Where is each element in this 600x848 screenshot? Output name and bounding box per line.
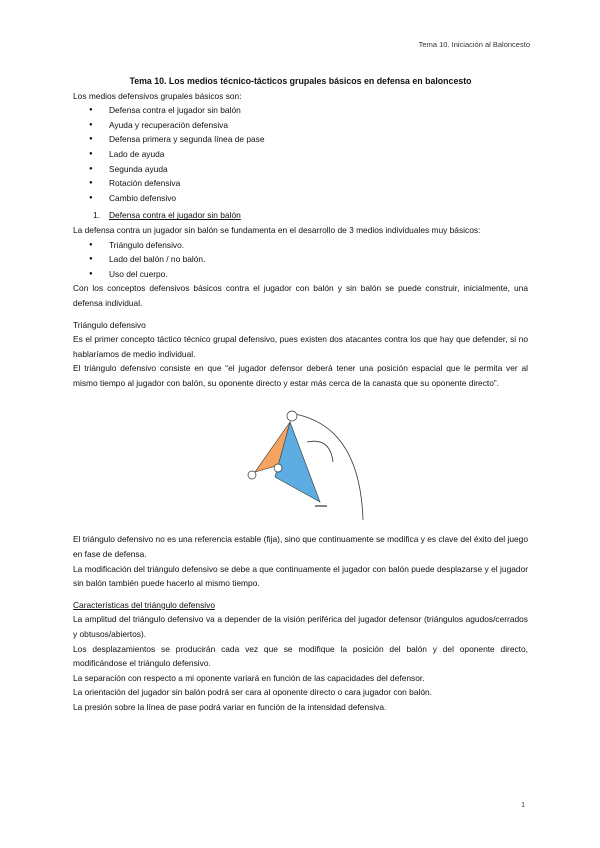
triangle-paragraph-2: El triángulo defensivo consiste en que “el jugador defensor deberá tener una posición espacial que le permita ver al mismo tiempo al jugador con balón, su oponente directo y estar más cerca de la canasta que su oponente directo”. [73, 363, 528, 388]
ball-handler-player [287, 411, 297, 421]
page-content [73, 74, 528, 715]
triangle-figure [73, 392, 528, 532]
list-item: ● Lado de ayuda [73, 147, 528, 162]
list-item: ● Defensa primera y segunda línea de pase [73, 132, 528, 147]
triangle-paragraph-3: El triángulo defensivo no es una referencia estable (fija), sino que continuamente se modifica y es clave del éxito del juego en fase de defensa. [73, 534, 528, 560]
page-title [73, 74, 528, 89]
triangle-heading: Triángulo defensivo [73, 319, 146, 330]
section-1-lead: La defensa contra un jugador sin balón se fundamenta en el desarrollo de 3 medios individuales muy básicos: [73, 224, 481, 235]
key-arc [307, 442, 333, 463]
list-item: ● Uso del cuerpo. [73, 267, 528, 282]
list-item: ● Defensa contra el jugador sin balón [73, 103, 528, 118]
characteristics-heading: Características del triángulo defensivo [73, 599, 215, 610]
characteristics-paragraph: La amplitud del triángulo defensivo va a depender de la visión periférica del jugador defensor (triángulos agudos/cerrados y obtusos/abiertos). [73, 614, 528, 640]
triangle-paragraph-1: Es el primer concepto táctico técnico grupal defensivo, pues existen dos atacantes contra los que hay que defender, si no hablaríamos de medio individual. [73, 334, 528, 359]
characteristics-paragraph: La orientación del jugador sin balón podrá ser cara al oponente directo o cara jugador con balón. [73, 687, 432, 698]
list-item: ● Segunda ayuda [73, 162, 528, 177]
defender-player [274, 464, 282, 472]
title-number: Tema 10. [129, 76, 167, 86]
section-title: Defensa contra el jugador sin balón [109, 210, 241, 221]
section-1-after: Con los conceptos defensivos básicos contra el jugador con balón y sin balón se puede construir, inicialmente, una defensa individual. [73, 283, 528, 308]
section-1-heading [73, 208, 528, 223]
section-1-list [73, 238, 528, 282]
running-header: Tema 10. Iniciación al Baloncesto [418, 40, 530, 49]
title-text: Los medios técnico-tácticos grupales básicos en defensa en baloncesto [168, 76, 472, 86]
page-number: 1 [521, 802, 525, 809]
list-item: ● Triángulo defensivo. [73, 238, 528, 253]
direct-opponent-player [248, 471, 256, 479]
section-number: 1. [93, 210, 100, 221]
characteristics-paragraph: La separación con respecto a mi oponente variará en función de las capacidades del defensor. [73, 672, 425, 683]
media-list [73, 103, 528, 205]
list-item: ● Ayuda y recuperación defensiva [73, 118, 528, 133]
characteristics-paragraph: Los desplazamientos se producirán cada vez que se modifique la posición del balón y del oponente directo, modificándose el triángulo defensivo. [73, 643, 528, 669]
triangle-paragraph-4: La modificación del triángulo defensivo se debe a que continuamente el jugador con balón puede desplazarse y el jugador sin balón también puede hacerlo al mismo tiempo. [73, 563, 528, 589]
intro-text: Los medios defensivos grupales básicos son: [73, 90, 242, 101]
list-item: ● Lado del balón / no balón. [73, 252, 528, 267]
list-item: ● Cambio defensivo [73, 191, 528, 206]
defensive-triangle-diagram [235, 402, 365, 522]
characteristics-paragraph: La presión sobre la línea de pase podrá variar en función de la intensidad defensiva. [73, 702, 387, 712]
list-item: ● Rotación defensiva [73, 176, 528, 191]
